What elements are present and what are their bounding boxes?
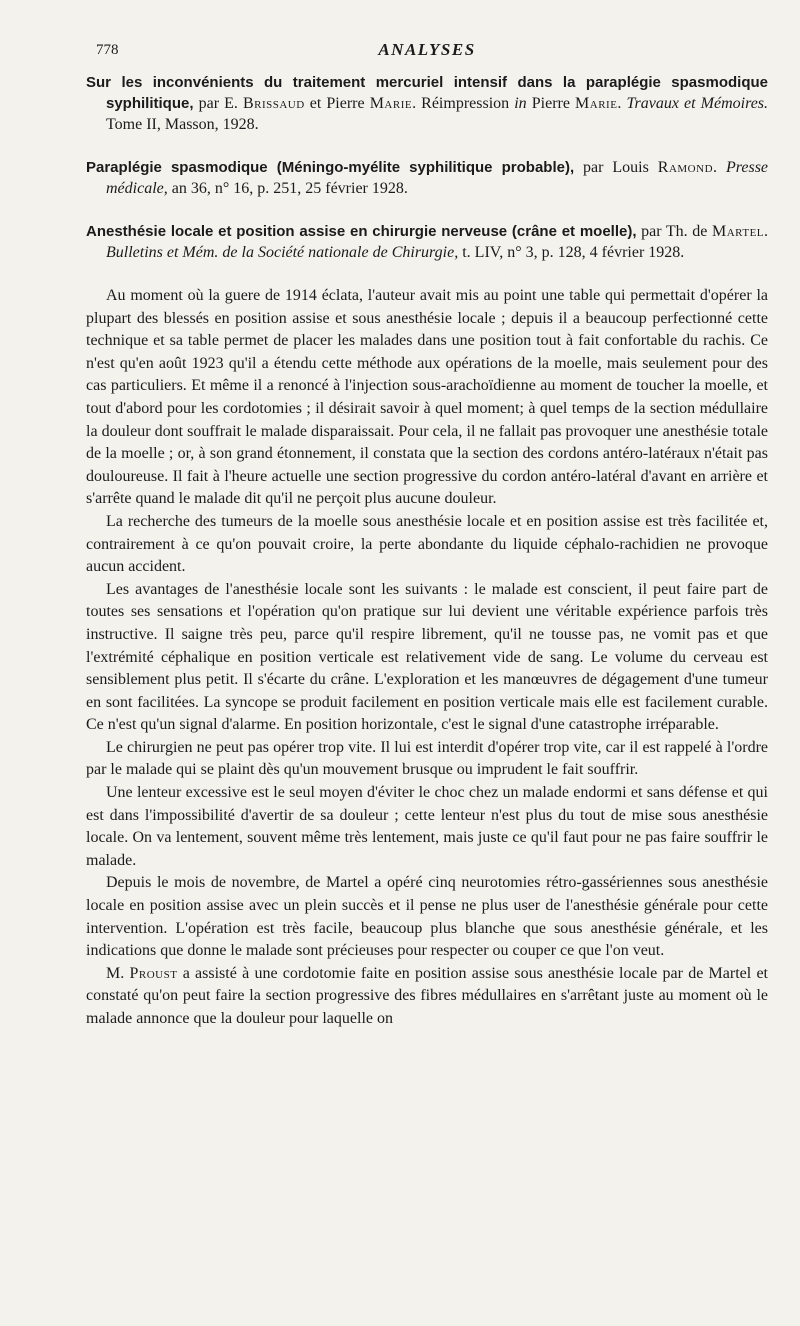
entry-1-citation: Sur les inconvénients du traitement mercuriel intensif dans la paraplégie spasmodique syphilitique, par E. Brissaud et Pierre Marie. Réimpression in Pierre Marie. Travaux et Mémoires. Tome II, Masson, 1928. (86, 74, 769, 133)
entry-2-author: Ramond (657, 159, 714, 176)
entry-1-author: Brissaud (242, 95, 305, 112)
paragraph: Les avantages de l'anesthésie locale sont les suivants : le malade est conscient, il peut faire part de toutes ses sensations et l'opération qu'on pratique sur lui devient une véritable expérience parfois très instructive. Il saigne très peu, parce qu'il respire librement, qu'il ne tousse pas, ne vomit pas et que l'extrémité céphalique en position verticale est relativement vide de sang. Le volume du cerveau est sensiblement plus petit. Il s'écarte du crâne. L'exploration et les manœuvres de dégagement d'une tumeur en sont facilitées. La syncope se produit facilement en position verticale mais elle est facilement curable. Ce n'est qu'un signal d'alarme. En position horizontale, c'est le signal d'une catastrophe irréparable. (86, 580, 768, 734)
abstract-body (86, 285, 768, 1031)
running-title: ANALYSES (378, 40, 476, 59)
paragraph: Une lenteur excessive est le seul moyen d'éviter le choc chez un malade endormi et sans défense et qui est dans l'impossibilité d'avertir de sa douleur ; cette lenteur n'est plus du tout de mise sous anesthésie locale. On va lentement, souvent même très lentement, mais juste ce qu'il faut pour ne pas faire souffrir le malade. (86, 784, 768, 869)
entry-3-citation: Anesthésie locale et position assise en chirurgie nerveuse (crâne et moelle), par Th. de Martel. Bulletins et Mém. de la Société nationale de Chirurgie, t. LIV, n° 3, p. 128, 4 février 1928. (86, 223, 769, 261)
person-name: Proust (129, 964, 178, 982)
page-header (86, 36, 768, 66)
entry-1-title: Sur les inconvénients du traitement mercuriel intensif dans la paraplégie spasmodique syphilitique, (86, 74, 768, 112)
entry-2-citation: Paraplégie spasmodique (Méningo-myélite syphilitique probable), par Louis Ramond. Presse médicale, an 36, n° 16, p. 251, 25 février 1928. (86, 159, 769, 197)
entry-3-author: Martel (712, 223, 765, 240)
entry-1-author: Marie (369, 95, 413, 112)
entry-1-author: Marie (575, 95, 618, 112)
entry-3-title: Anesthésie locale et position assise en chirurgie nerveuse (crâne et moelle), (86, 223, 637, 240)
bibliographic-entry-1 (86, 72, 768, 135)
entry-3-source: Bulletins et Mém. de la Société nationale de Chirurgie, (106, 244, 459, 261)
entry-2-title: Paraplégie spasmodique (Méningo-myélite syphilitique probable), (86, 159, 575, 176)
entry-1-source: Travaux et Mémoires. (626, 95, 769, 112)
page-number: 778 (96, 42, 119, 58)
bibliographic-entry-2 (86, 157, 768, 199)
page (86, 36, 768, 1031)
paragraph: Le chirurgien ne peut pas opérer trop vite. Il lui est interdit d'opérer trop vite, car il est rappelé à l'ordre par le malade qui se plaint dès qu'un mouvement brusque ou imprudent le fait souffrir. (86, 738, 768, 779)
paragraph: M. Proust a assisté à une cordotomie faite en position assise sous anesthésie locale par de Martel et constaté qu'on peut faire la section progressive des fibres médullaires en s'arrêtant juste au moment où le malade annonce que la douleur pour laquelle on (86, 964, 768, 1027)
paragraph: La recherche des tumeurs de la moelle sous anesthésie locale et en position assise est très facilitée et, contrairement à ce qu'on pouvait croire, la perte abondante du liquide céphalo-rachidien ne provoque aucun accident. (86, 512, 768, 576)
paragraph: Au moment où la guere de 1914 éclata, l'auteur avait mis au point une table qui permettait d'opérer la plupart des blessés en position assise et sous anesthésie locale ; depuis il a beaucoup perfectionné cette technique et sa table permet de placer les malades dans une position tout à fait confortable du rachis. Ce n'est qu'en août 1923 qu'il a étendu cette méthode aux opérations de la moelle, mais seulement pour des cas particuliers. Et même il a renoncé à l'injection sous-arachoïdienne au moment de toucher la moelle, et tout d'abord pour les cordotomies ; il désirait savoir à quel moment; à quel temps de la section médullaire la douleur dont souffrait le malade disparaissait. Pour cela, il ne fallait pas provoquer une anesthésie totale de la moelle ; or, à son grand étonnement, il constata que la section des cordons antéro-latéraux n'était pas douloureuse. Il fait à l'heure actuelle une section progressive du cordon antéro-latéral d'avant en arrière et s'arrête quand le malade dit qu'il ne perçoit plus aucune douleur. (86, 287, 768, 508)
bibliographic-entry-3 (86, 221, 768, 263)
entry-2-source: Presse médicale, (106, 159, 769, 197)
paragraph: Depuis le mois de novembre, de Martel a opéré cinq neurotomies rétro-gassériennes sous anesthésie locale en position assise avec un plein succès et il pense ne plus user de l'anesthésie générale pour cette intervention. L'opération est très facile, beaucoup plus blanche que sous anesthésie générale, et les indications que donne le malade sont précieuses pour respecter ou couper ce que l'on veut. (86, 874, 768, 960)
